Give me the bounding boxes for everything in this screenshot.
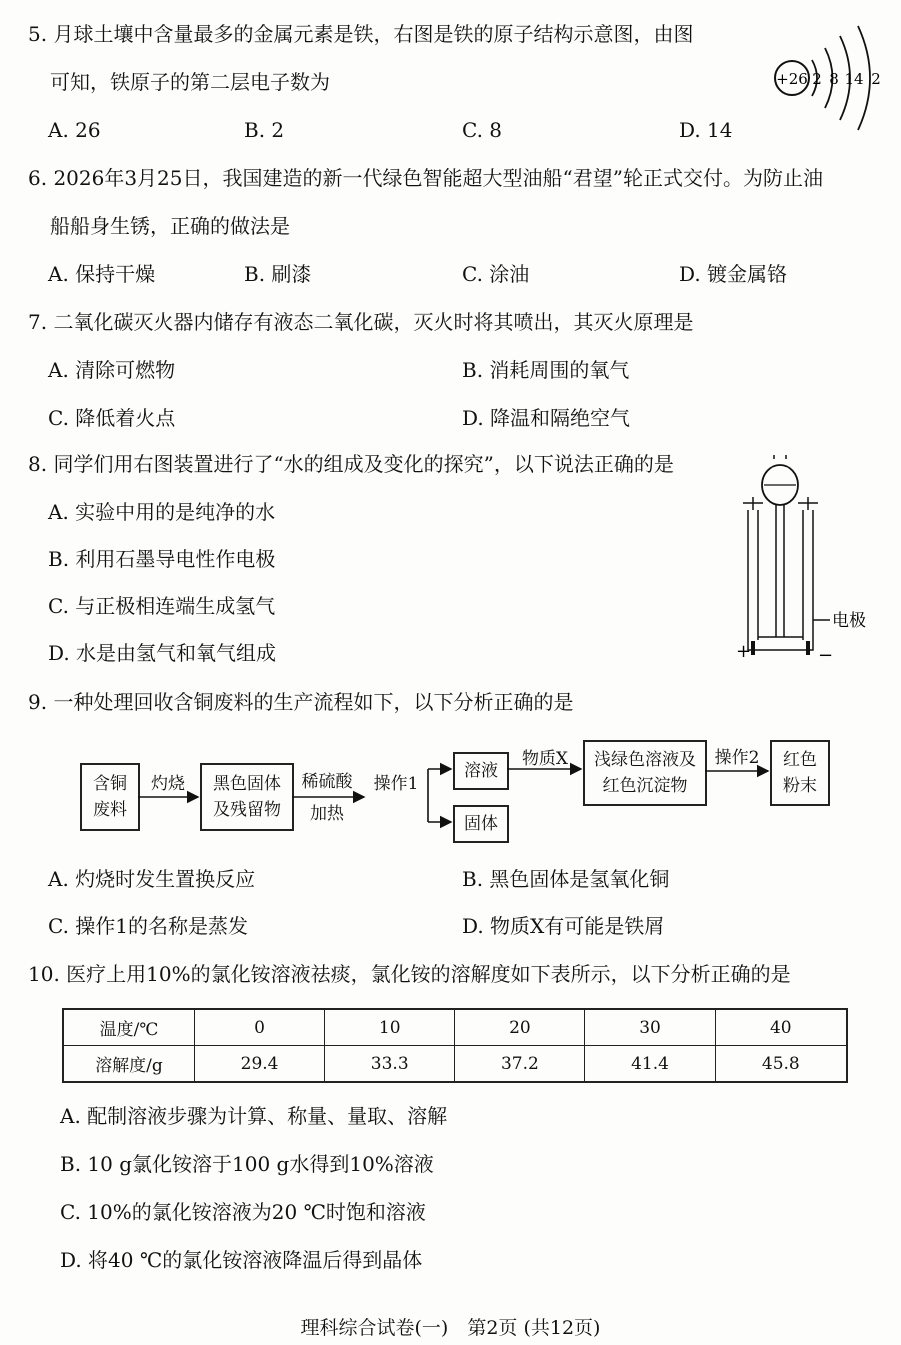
- q5-option-b: B. 2: [244, 118, 285, 142]
- q8-option-c: C. 与正极相连端生成氢气: [48, 594, 276, 618]
- nucleus-charge: +26: [776, 70, 808, 88]
- table-cell: 10: [325, 1009, 455, 1046]
- electrode-label: 电极: [832, 611, 866, 631]
- flow-arrow3-label: 物质X: [521, 749, 569, 769]
- q6-option-b: B. 刷漆: [244, 262, 312, 286]
- table-cell: 20: [455, 1009, 585, 1046]
- table-header-solubility: 溶解度/g: [63, 1046, 195, 1083]
- flow-box-copper-waste-line2: 废料: [93, 800, 127, 820]
- q6-option-a: A. 保持干燥: [48, 262, 156, 286]
- flow-box-red-powder-line2: 粉末: [783, 776, 817, 796]
- table-cell: 0: [195, 1009, 325, 1046]
- q5-stem-line2: 可知，铁原子的第二层电子数为: [50, 70, 330, 94]
- q8-option-a: A. 实验中用的是纯净的水: [48, 500, 276, 524]
- flow-arrow2-bottom-label: 加热: [310, 804, 344, 824]
- q8-option-b: B. 利用石墨导电性作电极: [48, 547, 276, 571]
- q10-option-a: A. 配制溶液步骤为计算、称量、量取、溶解: [60, 1104, 448, 1128]
- positive-terminal: +: [736, 641, 752, 662]
- q10-option-c: C. 10%的氯化铵溶液为20 ℃时饱和溶液: [60, 1200, 426, 1224]
- table-cell: 37.2: [455, 1046, 585, 1083]
- q9-stem: 9. 一种处理回收含铜废料的生产流程如下，以下分析正确的是: [28, 690, 574, 714]
- q9-option-b: B. 黑色固体是氢氧化铜: [462, 867, 670, 891]
- table-row-temperature: [63, 1009, 847, 1046]
- shell-electrons-4: 2: [871, 70, 881, 88]
- table-cell: 40: [715, 1009, 847, 1046]
- q9-option-d: D. 物质X有可能是铁屑: [462, 914, 665, 938]
- q7-option-d: D. 降温和隔绝空气: [462, 406, 631, 430]
- table-row-solubility: [63, 1046, 847, 1083]
- table-cell: 41.4: [585, 1046, 715, 1083]
- q10-option-d: D. 将40 ℃的氯化铵溶液降温后得到晶体: [60, 1248, 423, 1272]
- flow-box-solid-text: 固体: [464, 814, 498, 834]
- flow-box-green-solution-line2: 红色沉淀物: [602, 776, 688, 796]
- q6-option-c: C. 涂油: [462, 262, 530, 286]
- table-cell: 30: [585, 1009, 715, 1046]
- q8-option-d: D. 水是由氢气和氧气组成: [48, 641, 277, 665]
- flow-step-operation1: 操作1: [373, 774, 419, 794]
- q7-option-a: A. 清除可燃物: [48, 358, 176, 382]
- q6-stem-line2: 船船身生锈，正确的做法是: [50, 214, 290, 238]
- flow-box-copper-waste-line1: 含铜: [93, 774, 127, 794]
- shell-electrons-3: 14: [844, 70, 864, 88]
- q7-option-c: C. 降低着火点: [48, 406, 176, 430]
- flow-box-red-powder-line1: 红色: [783, 750, 817, 770]
- q5-option-a: A. 26: [48, 118, 101, 142]
- q5-option-c: C. 8: [462, 118, 503, 142]
- flow-box-green-solution-line1: 浅绿色溶液及: [594, 750, 696, 770]
- solubility-table: [62, 1008, 848, 1083]
- flow-arrow4-label: 操作2: [714, 748, 760, 768]
- q6-option-d: D. 镀金属铬: [679, 262, 788, 286]
- negative-terminal: −: [818, 645, 834, 666]
- page-footer: 理科综合试卷(一) 第2页 (共12页): [300, 1317, 601, 1339]
- q6-stem-line1: 6. 2026年3月25日，我国建造的新一代绿色智能超大型油船“君望”轮正式交付。为防止油: [28, 166, 823, 190]
- table-cell: 33.3: [325, 1046, 455, 1083]
- q9-option-c: C. 操作1的名称是蒸发: [48, 914, 249, 938]
- q7-stem: 7. 二氧化碳灭火器内储存有液态二氧化碳，灭火时将其喷出，其灭火原理是: [28, 310, 694, 334]
- q5-stem-line1: 5. 月球土壤中含量最多的金属元素是铁，右图是铁的原子结构示意图，由图: [28, 22, 694, 46]
- q7-option-b: B. 消耗周围的氧气: [462, 358, 630, 382]
- table-cell: 45.8: [715, 1046, 847, 1083]
- table-header-temperature: 温度/℃: [63, 1009, 195, 1046]
- q9-option-a: A. 灼烧时发生置换反应: [48, 867, 256, 891]
- q8-stem: 8. 同学们用右图装置进行了“水的组成及变化的探究”，以下说法正确的是: [28, 452, 674, 476]
- q10-option-b: B. 10 g氯化铵溶于100 g水得到10%溶液: [60, 1152, 434, 1176]
- flow-arrow1-label: 灼烧: [151, 774, 185, 794]
- table-cell: 29.4: [195, 1046, 325, 1083]
- flow-box-black-solid-line1: 黑色固体: [213, 774, 281, 794]
- shell-electrons-1: 2: [812, 70, 822, 88]
- flow-arrow2-top-label: 稀硫酸: [301, 772, 353, 792]
- q10-stem: 10. 医疗上用10%的氯化铵溶液祛痰，氯化铵的溶解度如下表所示，以下分析正确的是: [28, 962, 791, 986]
- shell-electrons-2: 8: [829, 70, 839, 88]
- flow-box-solution-text: 溶液: [464, 761, 498, 781]
- q5-option-d: D. 14: [679, 118, 733, 142]
- flow-box-black-solid-line2: 及残留物: [213, 800, 281, 820]
